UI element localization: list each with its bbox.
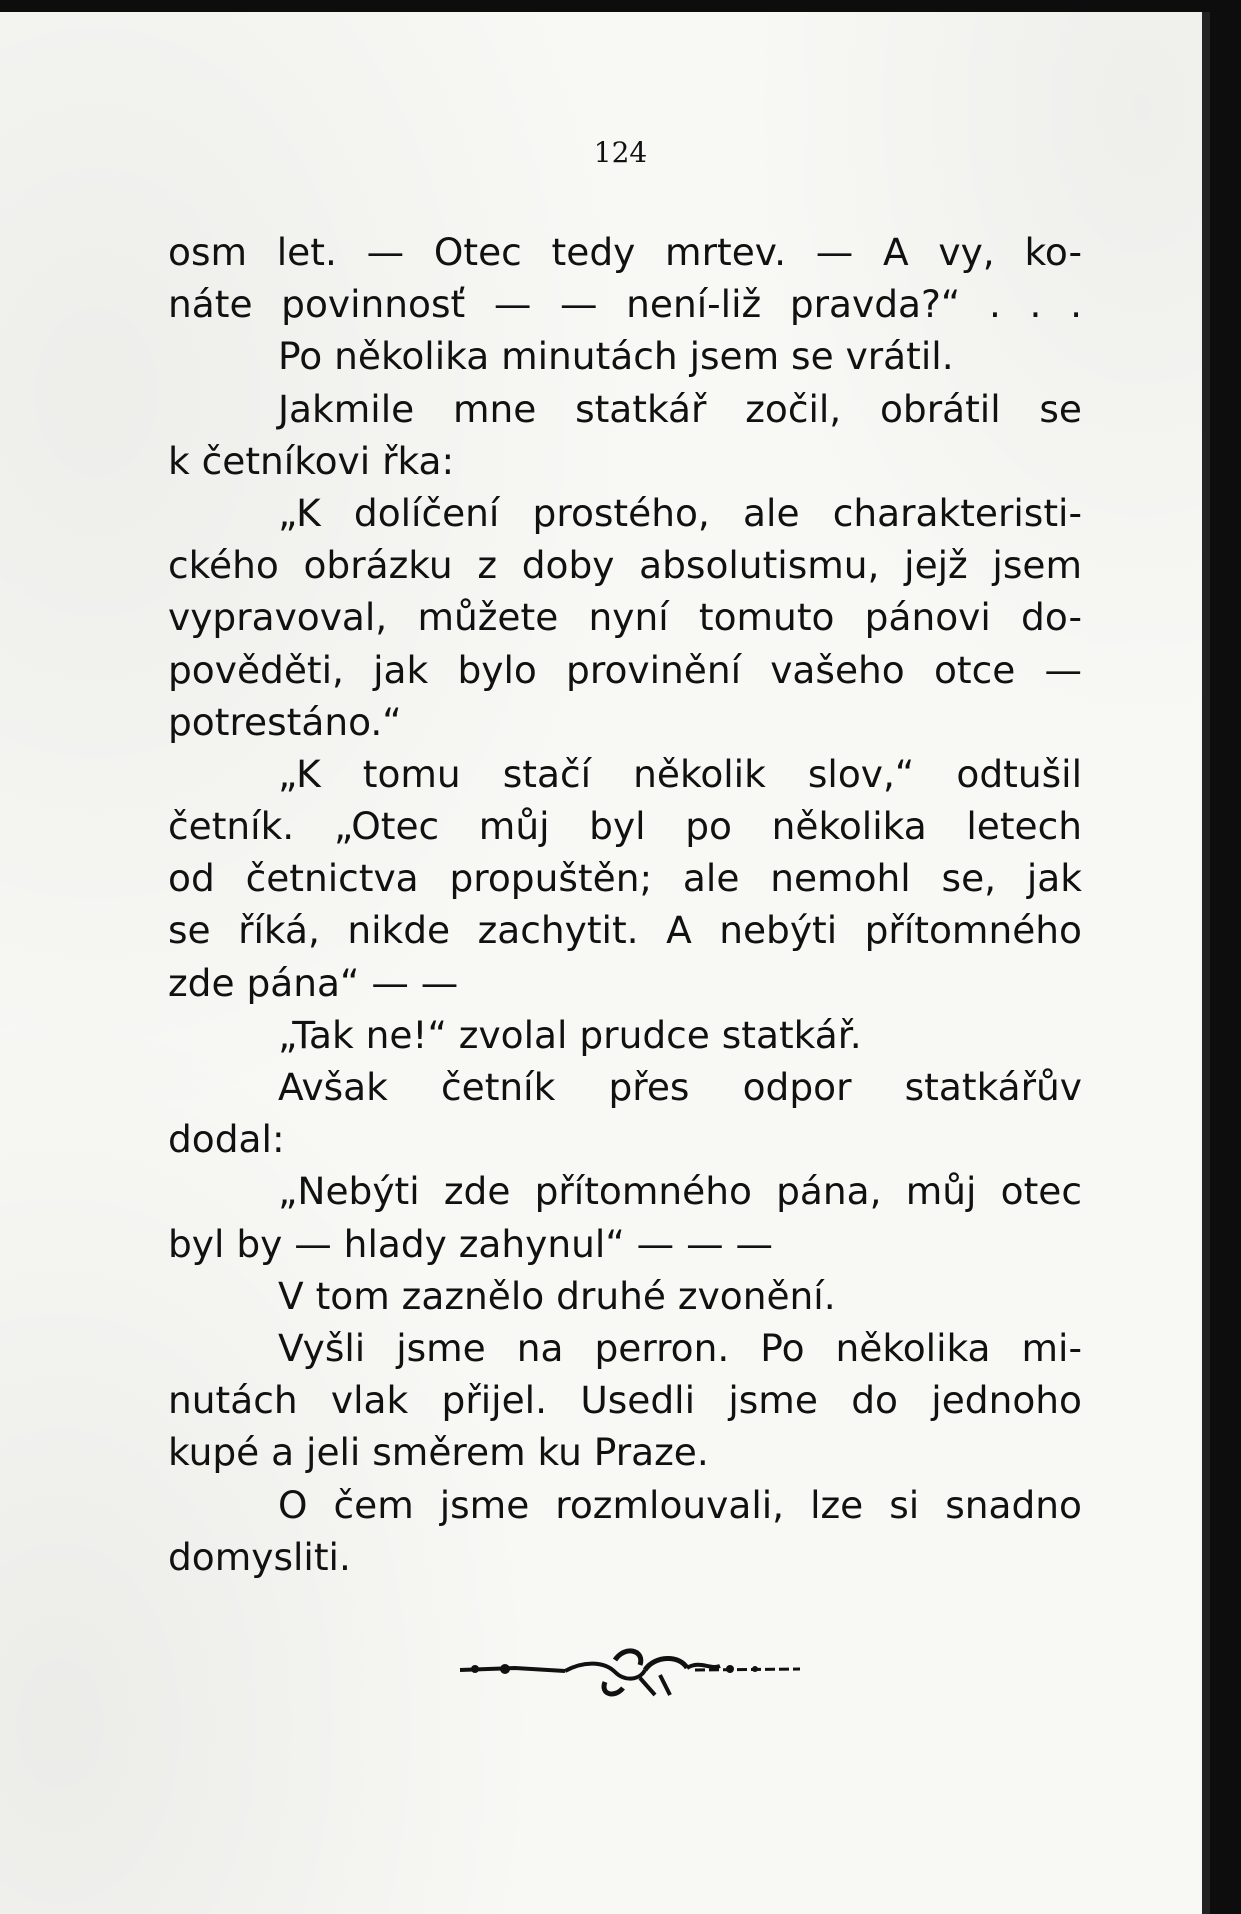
text-line: se říká, nikde zachytit. A nebýti přítomného [168,908,1082,953]
text-line: „Nebýti zde přítomného pána, můj otec [278,1169,1082,1214]
text-line: „K tomu stačí několik slov,“ odtušil [278,751,1082,796]
text-line: „K dolíčení prostého, ale charakteristi- [278,490,1082,535]
text-line: „Tak ne!“ zvolal prudce statkář. [278,1012,862,1057]
text-line: domysliti. [168,1534,351,1579]
text-line: zde pána“ — — [168,960,459,1005]
text-line: Jakmile mne statkář zočil, obrátil se [278,386,1082,431]
text-line: nutách vlak přijel. Usedli jsme do jednoho [168,1378,1082,1423]
text-line: ckého obrázku z doby absolutismu, jejž jsem [168,543,1082,588]
text-line: V tom zaznělo druhé zvonění. [278,1273,836,1318]
text-line: Vyšli jsme na perron. Po několika mi- [278,1325,1082,1370]
floral-ornament-icon [455,1640,805,1700]
page-number: 124 [593,136,648,169]
text-line: četník. „Otec můj byl po několika letech [168,804,1082,849]
text-line: Po několika minutách jsem se vrátil. [278,334,954,379]
text-line: náte povinnosť — — není-liž pravda?“ . . . [168,282,1082,327]
text-line: k četníkovi řka: [168,438,455,483]
text-line: byl by — hlady zahynul“ — — — [168,1221,774,1266]
text-line: Avšak četník přes odpor statkářův [278,1065,1082,1109]
text-line: osm let. — Otec tedy mrtev. — A vy, ko- [168,230,1082,274]
text-line: O čem jsme rozmlouvali, lze si snadno [278,1482,1082,1527]
text-line: dodal: [168,1117,285,1162]
page-edge [1202,12,1210,1914]
text-line: vypravoval, můžete nyní tomuto pánovi do- [168,595,1082,640]
body-text [168,226,1082,1583]
text-line: pověděti, jak bylo provinění vašeho otce — [168,647,1082,692]
text-line: od četnictva propuštěn; ale nemohl se, jak [168,856,1082,901]
text-line: potrestáno.“ [168,699,402,744]
text-line: kupé a jeli směrem ku Praze. [168,1430,709,1475]
